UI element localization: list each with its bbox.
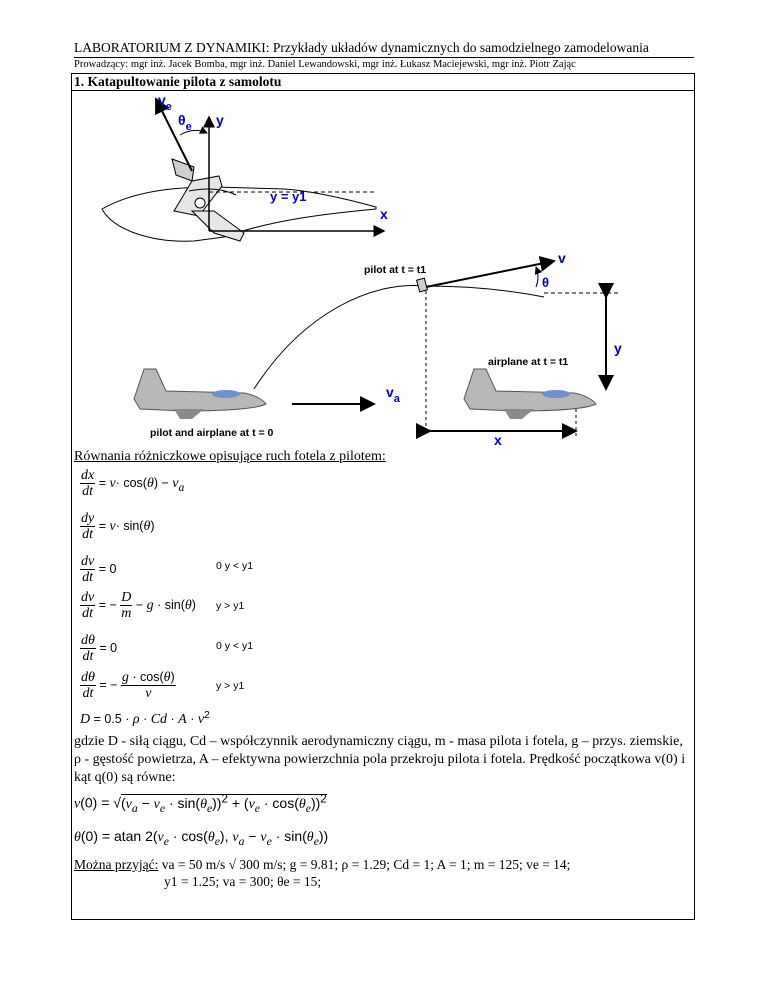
y-distance-label: y <box>614 340 622 356</box>
values-lead: Można przyjąć: <box>74 857 159 872</box>
theta-arc <box>536 267 538 287</box>
pilot-at-t1-label: pilot at t = t1 <box>364 264 427 276</box>
condition-low-2: 0 y < y1 <box>216 640 254 652</box>
va-label: v <box>386 384 394 400</box>
values-line-1 <box>74 857 570 873</box>
ejection-diagram <box>74 91 690 447</box>
equation-dtheta-low: $\frac{d\theta}{dt}$ = 0 <box>81 633 118 664</box>
section-title: 1. Katapultowanie pilota z samolotu <box>74 74 282 89</box>
document-title: LABORATORIUM Z DYNAMIKI: Przykłady układów dynamicznych do samodzielnego zamodelowania <box>74 40 649 55</box>
svg-text:ve <box>158 92 172 113</box>
theta-label: θ <box>542 275 550 290</box>
initial-angle-formula: θ(0) = atan $2(\nu_e \cdot \cos(\theta_e)$, $\nu_a - \nu_e \cdot \sin(\theta_e)$) <box>74 828 329 848</box>
equation-drag: $D = 0.5 \cdot \rho \cdot Cd \cdot A \cdot \nu^2$ <box>80 710 210 728</box>
svg-text:θe <box>178 112 192 133</box>
header-rule <box>74 57 694 58</box>
pilot-trajectory <box>254 285 544 389</box>
equation-dy: $\frac{dy}{dt}$ = ν· sin(θ) <box>81 511 155 542</box>
ve-sub: e <box>165 101 172 113</box>
airplane-at-t1-label: airplane at t = t1 <box>488 356 569 368</box>
y-axis-label: y <box>216 112 224 128</box>
instructors-line: Prowadzący: mgr inż. Jacek Bomba, mgr inż. Daniel Lewandowski, mgr inż. Łukasz Maciejewski, mgr inż. Piotr Zając <box>74 59 576 70</box>
cockpit-drawing <box>102 159 376 241</box>
equation-dv-high: $\frac{dv}{dt}$ = − $\frac{D}{m}$ − g · sin(θ) <box>81 590 196 621</box>
equation-dv-low: $\frac{dv}{dt}$ = 0 <box>81 554 117 585</box>
start-label: pilot and airplane at t = 0 <box>150 427 274 439</box>
condition-high-2: y > y1 <box>216 680 245 692</box>
v-label: v <box>558 250 566 266</box>
equations-title: Równania różniczkowe opisujące ruch fotela z pilotem: <box>74 449 386 464</box>
condition-high-1: y > y1 <box>216 600 245 612</box>
pilot-seat-icon <box>417 278 428 292</box>
values-text-1: va = 50 m/s √ 300 m/s; g = 9.81; ρ = 1.29; Cd = 1; A = 1; m = 125; ve = 14; <box>158 857 571 872</box>
initial-velocity-formula: $\nu(0) = √(\nu_a - \nu_e \cdot \sin(\theta_e))^2 + (\nu_e \cdot \cos(\theta_e))^2$ <box>74 792 327 815</box>
x-axis-label: x <box>380 206 388 222</box>
ve-label: v <box>158 92 166 108</box>
airplane-start-icon <box>134 369 266 419</box>
values-line-2: y1 = 1.25; va = 300; θe = 15; <box>164 874 322 889</box>
condition-low-1: 0 y < y1 <box>216 560 254 572</box>
velocity-v-vector <box>426 261 554 287</box>
theta-e-sub: e <box>185 121 192 133</box>
description-paragraph: gdzie D - siłą ciągu, Cd – współczynnik aerodynamiczny ciągu, m - masa pilota i fotela, g – przys. ziemskie, ρ - gęstość powietrza, A – efektywna powierzchnia pola przekroju pilota i fotela. Prędkość początkowa v(0) i kąt q(0) są równe: <box>74 734 686 785</box>
x-distance-label: x <box>494 432 502 447</box>
svg-text:va <box>386 384 401 405</box>
y-eq-y1-label: y = y1 <box>270 189 307 204</box>
va-sub: a <box>393 393 400 405</box>
theta-e-label: θ <box>178 112 186 128</box>
equation-dx: $\frac{dx}{dt}$ = $\nu\cdot \cos(\theta) - \nu_a$ <box>81 468 185 499</box>
equation-dtheta-high: $\frac{d\theta}{dt}$ = − $\frac{g \cdot \cos(\theta)}{\nu}$ <box>81 670 175 701</box>
theta-e-arc <box>180 130 207 135</box>
